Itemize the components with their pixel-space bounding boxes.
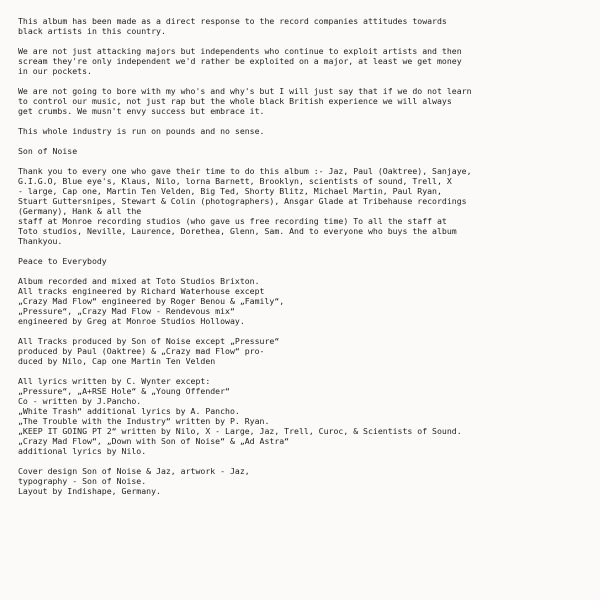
paragraph — [18, 86, 586, 116]
text-line: We are not just attacking majors but independents who continue to exploit artists and then — [18, 46, 462, 56]
text-line: Son of Noise — [18, 146, 78, 156]
paragraph — [18, 126, 586, 136]
text-line: We are not going to bore with my who's and why's but I will just say that if we do not learn — [18, 86, 472, 96]
text-line: „The Trouble with the Industry“ written by P. Ryan. — [18, 416, 270, 426]
text-line: All lyrics written by C. Wynter except: — [18, 376, 211, 386]
paragraph — [18, 336, 586, 366]
paragraph — [18, 16, 586, 36]
text-line: „Pressure“, „A+RSE Hole“ & „Young Offender“ — [18, 386, 230, 396]
text-line: Thank you to every one who gave their time to do this album :- Jaz, Paul (Oaktree), Sanjaye, — [18, 166, 472, 176]
text-line: produced by Paul (Oaktree) & „Crazy mad Flow“ pro- — [18, 346, 265, 356]
text-line: to control our music, not just rap but the whole black British experience we will always — [18, 96, 452, 106]
text-line: All Tracks produced by Son of Noise except „Pressure“ — [18, 336, 280, 346]
text-line: All tracks engineered by Richard Waterhouse except — [18, 286, 265, 296]
text-line: duced by Nilo, Cap one Martin Ten Velden — [18, 356, 216, 366]
text-line: „Pressure“, „Crazy Mad Flow - Rendevous mix“ — [18, 306, 235, 316]
text-line: Thankyou. — [18, 236, 63, 246]
text-line: - large, Cap one, Martin Ten Velden, Big Ted, Shorty Blitz, Michael Martin, Paul Ryan, — [18, 186, 442, 196]
text-line: Cover design Son of Noise & Jaz, artwork - Jaz, — [18, 466, 250, 476]
text-line: This album has been made as a direct response to the record companies attitudes towards — [18, 16, 447, 26]
text-line: „Crazy Mad Flow“, „Down with Son of Noise“ & „Ad Astra“ — [18, 436, 290, 446]
text-line: in our pockets. — [18, 66, 92, 76]
paragraph — [18, 376, 586, 456]
text-line: Stuart Guttersnipes, Stewart & Colin (photographers), Ansgar Glade at Tribehause recordings — [18, 196, 467, 206]
text-line: This whole industry is run on pounds and no sense. — [18, 126, 265, 136]
paragraph — [18, 146, 586, 156]
text-line: Album recorded and mixed at Toto Studios Brixton. — [18, 276, 260, 286]
text-line: staff at Monroe recording studios (who gave us free recording time) To all the staff at — [18, 216, 447, 226]
text-line: scream they're only independent we'd rather be exploited on a major, at least we get money — [18, 56, 462, 66]
text-line: typography - Son of Noise. — [18, 476, 147, 486]
text-line: „Crazy Mad Flow“ engineered by Roger Benou & „Family“, — [18, 296, 285, 306]
paragraph — [18, 276, 586, 326]
liner-notes-text — [18, 16, 586, 496]
text-line: Co - written by J.Pancho. — [18, 396, 142, 406]
text-line: „KEEP IT GOING PT 2“ written by Nilo, X - Large, Jaz, Trell, Curoc, & Scientists of Sound. — [18, 426, 462, 436]
paragraph — [18, 46, 586, 76]
text-line: additional lyrics by Nilo. — [18, 446, 147, 456]
text-line: engineered by Greg at Monroe Studios Holloway. — [18, 316, 245, 326]
text-line: (Germany), Hank & all the — [18, 206, 142, 216]
text-line: black artists in this country. — [18, 26, 166, 36]
paragraph — [18, 466, 586, 496]
text-line: get crumbs. We musn't envy success but embrace it. — [18, 106, 265, 116]
text-line: Toto studios, Neville, Laurence, Dorethea, Glenn, Sam. And to everyone who buys the album — [18, 226, 457, 236]
text-line: Peace to Everybody — [18, 256, 107, 266]
paragraph — [18, 256, 586, 266]
text-line: G.I.G.O, Blue eye's, Klaus, Nilo, lorna Barnett, Brooklyn, scientists of sound, Trell, X — [18, 176, 452, 186]
text-line: „White Trash“ additional lyrics by A. Pancho. — [18, 406, 240, 416]
text-line: Layout by Indishape, Germany. — [18, 486, 161, 496]
paragraph — [18, 166, 586, 246]
